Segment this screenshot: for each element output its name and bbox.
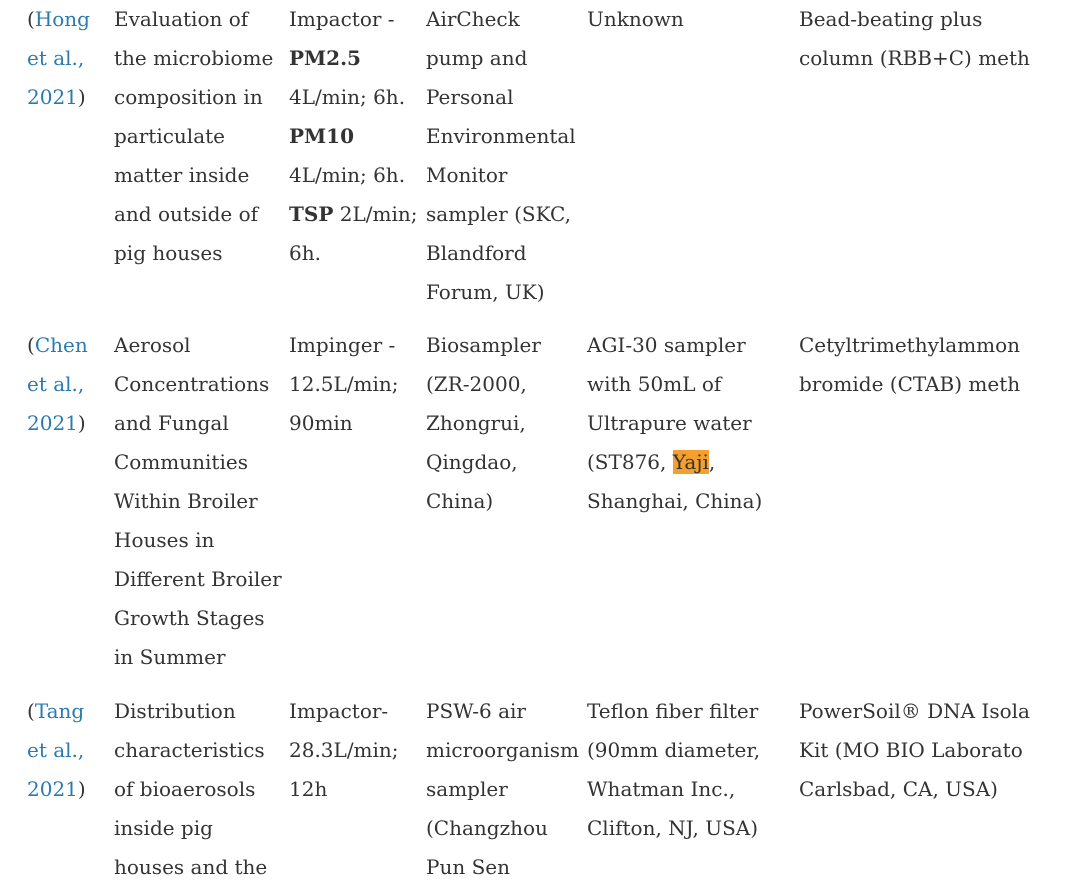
ref-link[interactable]: 2021: [27, 411, 78, 435]
ref-link[interactable]: et al.,: [27, 738, 85, 762]
cell-line: and Fungal: [114, 411, 229, 435]
cell-line: column (RBB+C) meth: [799, 46, 1030, 70]
cell-line: Personal: [426, 85, 514, 109]
cell-line: Houses in: [114, 528, 215, 552]
ref-link[interactable]: et al.,: [27, 372, 85, 396]
cell-line: China): [426, 489, 494, 513]
cell-line: matter inside: [114, 163, 250, 187]
cell-line: in Summer: [114, 645, 226, 669]
sampling-cell: [289, 326, 419, 443]
cell-text: 2L/min;: [333, 202, 418, 226]
cell-line: 4L/min; 6h.: [289, 163, 406, 187]
reference-cell: [27, 692, 107, 809]
cell-line: Pun Sen: [426, 855, 510, 879]
cell-line: sampler: [426, 777, 508, 801]
cell-line: Kit (MO BIO Laborato: [799, 738, 1023, 762]
tsp-label: TSP: [289, 202, 334, 226]
cell-line: Impactor -: [289, 7, 395, 31]
pm10-label: PM10: [289, 124, 355, 148]
cell-line: Different Broiler: [114, 567, 282, 591]
cell-line: Distribution: [114, 699, 236, 723]
cell-line: pig houses: [114, 241, 223, 265]
ref-open-paren: (: [27, 333, 35, 357]
cell-line: Teflon fiber filter: [587, 699, 759, 723]
cell-line: Cetyltrimethylammon: [799, 333, 1021, 357]
cell-line: Impactor-: [289, 699, 389, 723]
cell-line: 4L/min; 6h.: [289, 85, 406, 109]
cell-line: particulate: [114, 124, 225, 148]
ref-link[interactable]: Chen: [34, 333, 88, 357]
ref-link[interactable]: et al.,: [27, 46, 85, 70]
cell-line: Bead-beating plus: [799, 7, 983, 31]
extraction-cell: [799, 0, 1030, 78]
cell-line: Concentrations: [114, 372, 270, 396]
cell-line: houses and the: [114, 855, 268, 879]
sampling-cell: [289, 0, 419, 273]
cell-line: Zhongrui,: [426, 411, 526, 435]
cell-line: sampler (SKC,: [426, 202, 571, 226]
cell-line: Unknown: [587, 7, 684, 31]
cell-line: Shanghai, China): [587, 489, 763, 513]
cell-line: 90min: [289, 411, 353, 435]
cell-line: of bioaerosols: [114, 777, 256, 801]
extraction-cell: [799, 326, 1021, 404]
extraction-cell: [799, 692, 1030, 809]
cell-text: (ST876,: [587, 450, 673, 474]
ref-link[interactable]: Tang: [34, 699, 85, 723]
cell-line: with 50mL of: [587, 372, 722, 396]
cell-line: bromide (CTAB) meth: [799, 372, 1021, 396]
cell-line: Communities: [114, 450, 248, 474]
cell-line: Qingdao,: [426, 450, 518, 474]
objective-cell: [114, 326, 282, 677]
cell-line: Forum, UK): [426, 280, 545, 304]
sampler-cell: [426, 0, 581, 312]
cell-line: Carlsbad, CA, USA): [799, 777, 998, 801]
cell-line: AGI-30 sampler: [587, 333, 746, 357]
reference-cell: [27, 326, 107, 443]
sampling-cell: [289, 692, 419, 809]
cell-line: inside pig: [114, 816, 213, 840]
cell-line: Whatman Inc.,: [587, 777, 736, 801]
cell-line: PSW-6 air: [426, 699, 526, 723]
ref-link[interactable]: 2021: [27, 85, 78, 109]
pm25-label: PM2.5: [289, 46, 361, 70]
cell-line: pump and: [426, 46, 528, 70]
ref-close-paren: ): [77, 777, 86, 801]
ref-link[interactable]: Hong: [34, 7, 90, 31]
cell-line: microorganism: [426, 738, 579, 762]
cell-line: 12h: [289, 777, 328, 801]
cell-line: (Changzhou: [426, 816, 548, 840]
cell-line: AirCheck: [426, 7, 520, 31]
ref-close-paren: ): [77, 411, 86, 435]
search-highlight: Yaji: [672, 450, 709, 474]
cell-line: Blandford: [426, 241, 527, 265]
cell-line: 28.3L/min;: [289, 738, 399, 762]
ref-open-paren: (: [27, 699, 35, 723]
cell-line: Environmental: [426, 124, 576, 148]
collection-cell: [587, 326, 792, 521]
cell-line: (90mm diameter,: [587, 738, 761, 762]
ref-close-paren: ): [77, 85, 86, 109]
cell-line: (ZR-2000,: [426, 372, 527, 396]
cell-line: Within Broiler: [114, 489, 258, 513]
cell-line: PowerSoil® DNA Isola: [799, 699, 1030, 723]
ref-open-paren: (: [27, 7, 35, 31]
cell-text: ,: [708, 450, 716, 474]
cell-line: composition in: [114, 85, 263, 109]
cell-line: and outside of: [114, 202, 259, 226]
cell-line: 6h.: [289, 241, 321, 265]
cell-line: characteristics: [114, 738, 265, 762]
collection-cell: [587, 692, 792, 848]
cell-line: Clifton, NJ, USA): [587, 816, 759, 840]
cell-line: Ultrapure water: [587, 411, 752, 435]
cell-line: Aerosol: [114, 333, 191, 357]
collection-cell: [587, 0, 792, 39]
cell-line: Monitor: [426, 163, 508, 187]
cell-line: Impinger -: [289, 333, 396, 357]
sampler-cell: [426, 326, 581, 521]
cell-line: the microbiome: [114, 46, 274, 70]
sampler-cell: [426, 692, 581, 887]
objective-cell: [114, 692, 282, 887]
ref-link[interactable]: 2021: [27, 777, 78, 801]
cell-line: 12.5L/min;: [289, 372, 399, 396]
cell-line: Evaluation of: [114, 7, 249, 31]
reference-cell: [27, 0, 107, 117]
objective-cell: [114, 0, 282, 273]
cell-line: Biosampler: [426, 333, 541, 357]
cell-line: Growth Stages: [114, 606, 265, 630]
